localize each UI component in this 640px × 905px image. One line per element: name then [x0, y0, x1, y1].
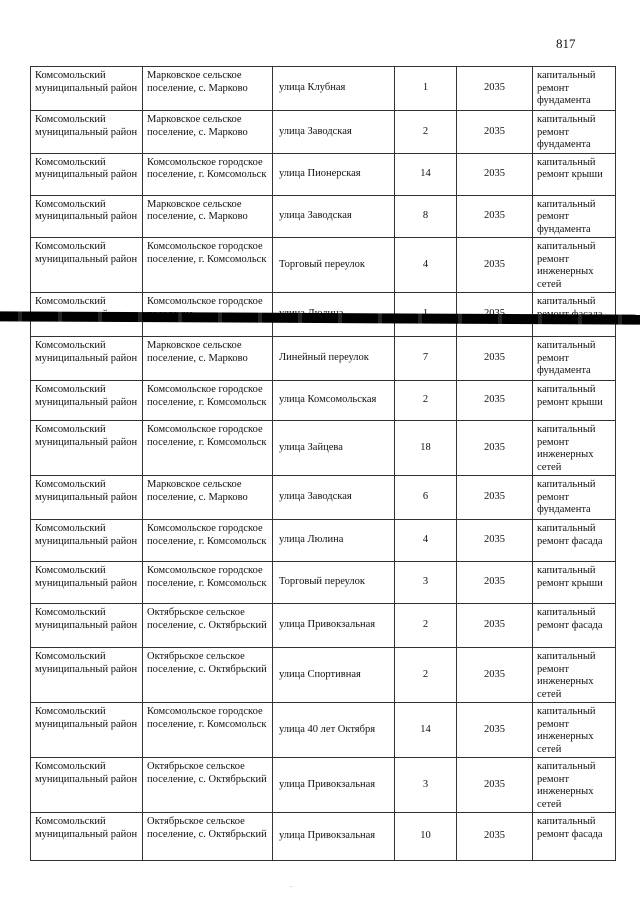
table-body	[31, 67, 616, 861]
work-type-cell: капитальный ремонт фундамента	[533, 476, 616, 520]
table-row	[31, 337, 616, 381]
work-type-cell: капитальный ремонт инженерных сетей	[533, 648, 616, 703]
work-type-cell: капитальный ремонт фундамента	[533, 337, 616, 381]
work-type-cell: капитальный ремонт фундамента	[533, 111, 616, 154]
repair-schedule-table	[30, 66, 616, 861]
work-type-cell: капитальный ремонт фасада	[533, 813, 616, 861]
table-row	[31, 604, 616, 648]
table-row	[31, 238, 616, 293]
table-row	[31, 813, 616, 861]
district-cell: Комсомольский муниципальный район	[31, 703, 143, 758]
table-row	[31, 476, 616, 520]
house-number-cell: 2	[395, 381, 457, 421]
settlement-cell: Комсомольское городское поселение, г. Комсомольск	[143, 421, 273, 476]
settlement-cell: Октябрьское сельское поселение, с. Октябрьский	[143, 758, 273, 813]
table-row	[31, 703, 616, 758]
table-row	[31, 758, 616, 813]
street-cell: улица Заводская	[273, 111, 395, 154]
house-number-cell: 14	[395, 703, 457, 758]
work-type-cell: капитальный ремонт инженерных сетей	[533, 421, 616, 476]
settlement-cell: Комсомольское городское поселение, г. Комсомольск	[143, 520, 273, 562]
street-cell: Линейный переулок	[273, 337, 395, 381]
street-cell: Торговый переулок	[273, 238, 395, 293]
settlement-cell: Октябрьское сельское поселение, с. Октябрьский	[143, 648, 273, 703]
house-number-cell: 14	[395, 153, 457, 195]
district-cell: Комсомольский муниципальный район	[31, 153, 143, 195]
house-number-cell: 3	[395, 562, 457, 604]
work-type-cell: капитальный ремонт инженерных сетей	[533, 703, 616, 758]
work-type-cell: капитальный	[533, 293, 616, 337]
work-type-cell: капитальный ремонт крыши	[533, 381, 616, 421]
street-cell: улица Зайцева	[273, 421, 395, 476]
house-number-cell: 6	[395, 476, 457, 520]
district-cell: Комсомольский муниципальный район	[31, 648, 143, 703]
table-row	[31, 520, 616, 562]
district-cell: Комсомольский муниципальный район	[31, 758, 143, 813]
district-cell: Комсомольский муниципальный район	[31, 337, 143, 381]
street-cell: улица Заводская	[273, 195, 395, 238]
house-number-cell: 7	[395, 337, 457, 381]
year-cell: 2035	[457, 421, 533, 476]
district-cell: Комсомольский муниципальный район	[31, 476, 143, 520]
work-type-cell: капитальный ремонт фундамента	[533, 195, 616, 238]
year-cell: 2035	[457, 111, 533, 154]
district-cell: Комсомольский муниципальный район	[31, 111, 143, 154]
year-cell: 2035	[457, 604, 533, 648]
settlement-cell: Октябрьское сельское поселение, с. Октябрьский	[143, 604, 273, 648]
street-cell: улица Люлина	[273, 520, 395, 562]
year-cell: 2035	[457, 238, 533, 293]
house-number-cell: 10	[395, 813, 457, 861]
settlement-cell: Комсомольское городское поселение, г. Комсомольск	[143, 562, 273, 604]
district-cell: Комсомольский муниципальный район	[31, 195, 143, 238]
year-cell: 2035	[457, 703, 533, 758]
table-row	[31, 648, 616, 703]
settlement-cell: Октябрьское сельское поселение, с. Октябрьский	[143, 813, 273, 861]
district-cell: Комсомольский муниципальный район	[31, 813, 143, 861]
street-cell: улица Привокзальная	[273, 604, 395, 648]
street-cell: улица Привокзальная	[273, 758, 395, 813]
district-cell: Комсомольский	[31, 293, 143, 337]
settlement-cell: Марковское сельское поселение, с. Марково	[143, 476, 273, 520]
street-cell: улица 40 лет Октября	[273, 703, 395, 758]
settlement-cell: Комсомольское городское поселение, г. Комсомольск	[143, 703, 273, 758]
street-cell: Торговый переулок	[273, 562, 395, 604]
year-cell: 2035	[457, 562, 533, 604]
settlement-cell: Марковское сельское поселение, с. Марково	[143, 195, 273, 238]
settlement-cell: Комсомольское городское	[143, 293, 273, 337]
street-cell: улица Привокзальная	[273, 813, 395, 861]
year-cell: 2035	[457, 476, 533, 520]
page-number: 817	[556, 36, 576, 51]
work-type-cell: капитальный ремонт крыши	[533, 153, 616, 195]
house-number-cell: 18	[395, 421, 457, 476]
house-number-cell: 2	[395, 604, 457, 648]
work-type-cell: капитальный ремонт фундамента	[533, 67, 616, 111]
district-cell: Комсомольский муниципальный район	[31, 238, 143, 293]
street-cell: улица Пионерская	[273, 153, 395, 195]
year-cell: 2035	[457, 153, 533, 195]
table-row	[31, 111, 616, 154]
table-row	[31, 195, 616, 238]
year-cell: 2035	[457, 648, 533, 703]
street-cell: улица Спортивная	[273, 648, 395, 703]
district-cell: Комсомольский муниципальный район	[31, 67, 143, 111]
footer-mark: .	[290, 880, 292, 889]
settlement-cell: Комсомольское городское поселение, г. Комсомольск	[143, 381, 273, 421]
house-number-cell: 3	[395, 758, 457, 813]
work-type-cell: капитальный ремонт крыши	[533, 562, 616, 604]
house-number-cell: 2	[395, 111, 457, 154]
house-number-cell: 1	[395, 67, 457, 111]
table-row	[31, 67, 616, 111]
settlement-cell: Комсомольское городское поселение, г. Комсомольск	[143, 238, 273, 293]
street-cell: улица Комсомольская	[273, 381, 395, 421]
table-row	[31, 153, 616, 195]
year-cell: 2035	[457, 67, 533, 111]
street-cell: улица Клубная	[273, 67, 395, 111]
district-cell: Комсомольский муниципальный район	[31, 604, 143, 648]
table-row	[31, 421, 616, 476]
year-cell: 2035	[457, 337, 533, 381]
year-cell: 2035	[457, 758, 533, 813]
work-type-cell: капитальный ремонт инженерных сетей	[533, 238, 616, 293]
house-number-cell: 2	[395, 648, 457, 703]
table-row	[31, 562, 616, 604]
district-cell: Комсомольский муниципальный район	[31, 381, 143, 421]
house-number-cell: 8	[395, 195, 457, 238]
house-number-cell: 4	[395, 520, 457, 562]
settlement-cell: Марковское сельское поселение, с. Марково	[143, 67, 273, 111]
year-cell: 2035	[457, 813, 533, 861]
work-type-cell: капитальный ремонт инженерных сетей	[533, 758, 616, 813]
work-type-cell: капитальный ремонт фасада	[533, 604, 616, 648]
settlement-cell: Марковское сельское поселение, с. Марково	[143, 111, 273, 154]
year-cell: 2035	[457, 195, 533, 238]
district-cell: Комсомольский муниципальный район	[31, 520, 143, 562]
district-cell: Комсомольский муниципальный район	[31, 562, 143, 604]
work-type-cell: капитальный ремонт фасада	[533, 520, 616, 562]
house-number-cell: 4	[395, 238, 457, 293]
district-cell: Комсомольский муниципальный район	[31, 421, 143, 476]
settlement-cell: Марковское сельское поселение, с. Марково	[143, 337, 273, 381]
street-cell: улица Заводская	[273, 476, 395, 520]
settlement-cell: Комсомольское городское поселение, г. Комсомольск	[143, 153, 273, 195]
year-cell: 2035	[457, 381, 533, 421]
table-row	[31, 381, 616, 421]
year-cell: 2035	[457, 520, 533, 562]
